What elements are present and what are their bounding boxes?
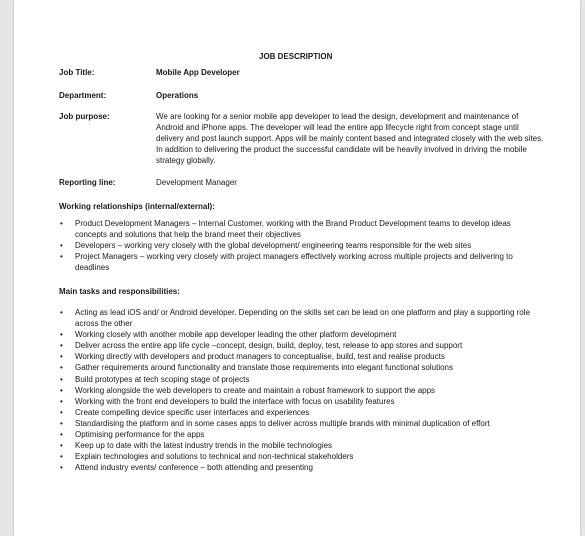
list-item: • Project Managers – working very closely with project managers effectively working across multiple projects and delivering to deadlines	[59, 251, 534, 273]
list-item: • Developers – working very closely with the global development/ engineering teams responsible for the web sites	[59, 240, 534, 251]
main-tasks-heading: Main tasks and responsibilities:	[59, 287, 180, 296]
job-title-value: Mobile App Developer	[156, 68, 240, 77]
working-relationships-heading: Working relationships (internal/external):	[59, 202, 215, 211]
list-item: • Deliver across the entire app life cycle –concept, design, build, deploy, test, release to app stores and support	[59, 340, 534, 351]
list-item: • Product Development Managers – Internal Customer, working with the Brand Product Development teams to develop ideas concepts and solutions that help the brand meet their objectives	[59, 218, 534, 240]
list-item: • Working with the front end developers to build the interface with focus on usability features	[59, 396, 534, 407]
reporting-line-value: Development Manager	[156, 178, 237, 187]
reporting-line-label: Reporting line:	[59, 178, 116, 187]
list-item: • Optimising performance for the apps	[59, 429, 534, 440]
list-item: • Attend industry events/ conference – both attending and presenting	[59, 462, 534, 473]
list-item: • Acting as lead iOS and/ or Android developer. Depending on the skills set can be lead on one platform and play a supporting role across the other	[59, 307, 534, 329]
list-item: • Build prototypes at tech scoping stage of projects	[59, 374, 534, 385]
list-item: • Working alongside the web developers to create and maintain a robust framework to support the apps	[59, 385, 534, 396]
job-purpose-value: We are looking for a senior mobile app developer to lead the design, development and maintenance of Android and iPhone apps. The developer will lead the entire app lifecycle right from concept stage until delivery and post launch support. Apps will be mainly content based and integrated closely with the web sites. In addition to delivering the product the successful candidate will be heavily involved in driving the mobile strategy globally.	[156, 112, 544, 165]
list-item: • Standardising the platform and in some cases apps to deliver across multiple brands with minimal duplication of effort	[59, 418, 534, 429]
job-title-label: Job Title:	[59, 68, 95, 77]
department-value: Operations	[156, 91, 199, 100]
list-item: • Working directly with developers and product managers to conceptualise, build, test and realise products	[59, 351, 534, 362]
list-item: • Keep up to date with the latest industry trends in the mobile technologies	[59, 440, 534, 451]
list-item: • Gather requirements around functionality and translate those requirements into elegant functional solutions	[59, 362, 534, 373]
list-item: • Explain technologies and solutions to technical and non-technical stakeholders	[59, 451, 534, 462]
job-purpose-label: Job purpose:	[59, 112, 110, 121]
list-item: • Working closely with another mobile app developer leading the other platform development	[59, 329, 534, 340]
document-title: JOB DESCRIPTION	[259, 52, 333, 61]
working-relationships-list	[59, 218, 534, 273]
document-page	[14, 0, 580, 536]
main-tasks-list	[59, 307, 534, 473]
department-label: Department:	[59, 91, 107, 100]
list-item: • Create compelling device specific user interfaces and experiences	[59, 407, 534, 418]
